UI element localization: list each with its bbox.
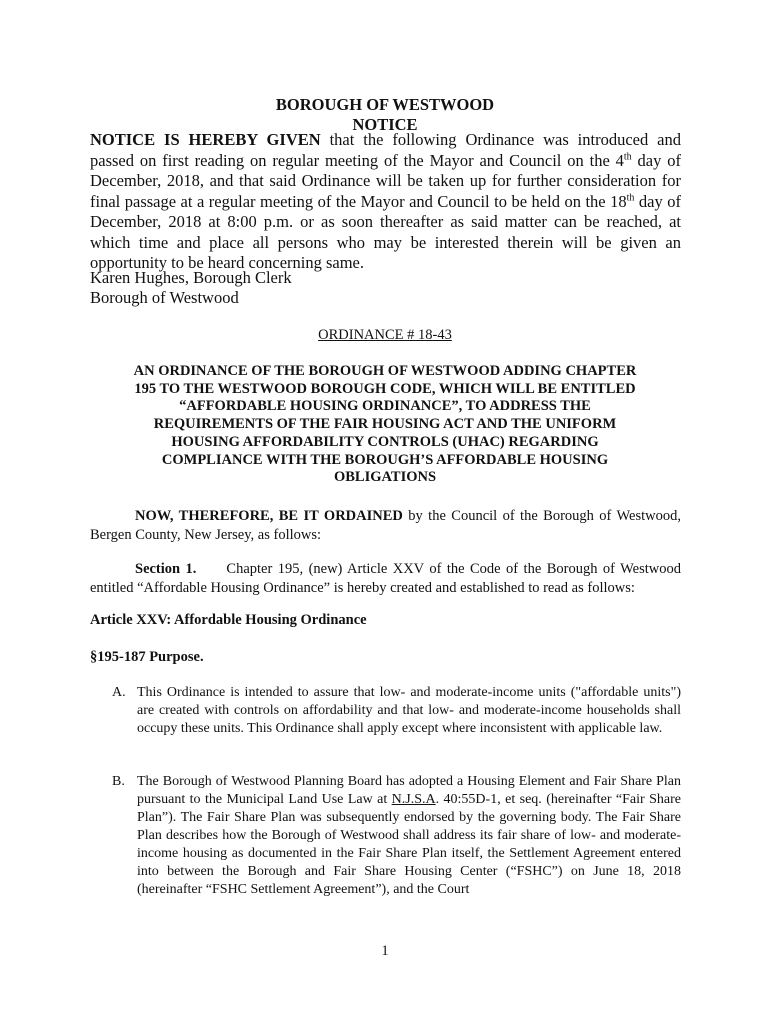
section-1-label: Section 1.: [135, 561, 197, 577]
clerk-name: Karen Hughes, Borough Clerk: [90, 268, 292, 287]
borough-heading: BOROUGH OF WESTWOOD: [275, 95, 495, 114]
statute-reference: N.J.S.A: [391, 792, 436, 807]
list-item-text: This Ordinance is intended to assure that low- and moderate-income units ("affordable units") are created with controls on affordability and that low- and moderate-income households shall occupy these units. This Ordinance shall apply except where inconsistent with applicable law.: [137, 685, 681, 736]
list-item-text: The Borough of Westwood Planning Board has adopted a Housing Element and Fair Share Plan pursuant to the Municipal Land Use Law at N.J.S.A. 40:55D-1, et seq. (hereinafter “Fair Share Plan”). The Fair Share Plan was subsequently endorsed by the governing body. The Fair Share Plan describes how the Borough of Westwood shall address its fair share of low- and moderate-income housing as documented in the Fair Share Plan itself, the Settlement Agreement entered into between the Borough and Fair Share Housing Center (“FSHC”) on June 18, 2018 (hereinafter “FSHC Settlement Agreement”), and the Court: [137, 774, 681, 897]
clerk-org: Borough of Westwood: [90, 288, 239, 307]
ordained-paragraph: NOW, THEREFORE, BE IT ORDAINED by the Council of the Borough of Westwood, Bergen County, New Jersey, as follows:: [90, 508, 681, 543]
notice-paragraph: NOTICE IS HEREBY GIVEN that the following Ordinance was introduced and passed on first reading on regular meeting of the Mayor and Council on the 4th day of December, 2018, and that said Ordinance will be taken up for further consideration for final passage at a regular meeting of the Mayor and Council to be held on the 18th day of December, 2018 at 8:00 p.m. or as soon thereafter as said matter can be reached, at which time and place all persons who may be interested therein will be given an opportunity to be heard concerning same.: [90, 130, 681, 272]
list-item-b: [112, 773, 681, 899]
list-marker: A.: [112, 685, 126, 700]
purpose-heading: §195-187 Purpose.: [90, 649, 204, 665]
article-heading: Article XXV: Affordable Housing Ordinance: [90, 612, 367, 628]
notice-lead: NOTICE IS HEREBY GIVEN: [90, 130, 321, 149]
ordinance-title: AN ORDINANCE OF THE BOROUGH OF WESTWOOD ADDING CHAPTER 195 TO THE WESTWOOD BOROUGH CODE, WHICH WILL BE ENTITLED “AFFORDABLE HOUSING ORDINANCE”, TO ADDRESS THE REQUIREMENTS OF THE FAIR HOUSING ACT AND THE UNIFORM HOUSING AFFORDABILITY CONTROLS (UHAC) REGARDING COMPLIANCE WITH THE BOROUGH’S AFFORDABLE HOUSING OBLIGATIONS: [133, 363, 637, 486]
ordained-lead: NOW, THEREFORE, BE IT ORDAINED: [135, 508, 403, 524]
ordinance-number: ORDINANCE # 18-43: [318, 327, 452, 343]
notice-heading: NOTICE: [352, 115, 418, 134]
page-number: 1: [381, 943, 389, 959]
list-marker: B.: [112, 774, 125, 789]
section-1-paragraph: Section 1. Chapter 195, (new) Article XXV of the Code of the Borough of Westwood entitled “Affordable Housing Ordinance” is hereby created and established to read as follows:: [90, 561, 681, 596]
list-item-a: [112, 684, 681, 738]
